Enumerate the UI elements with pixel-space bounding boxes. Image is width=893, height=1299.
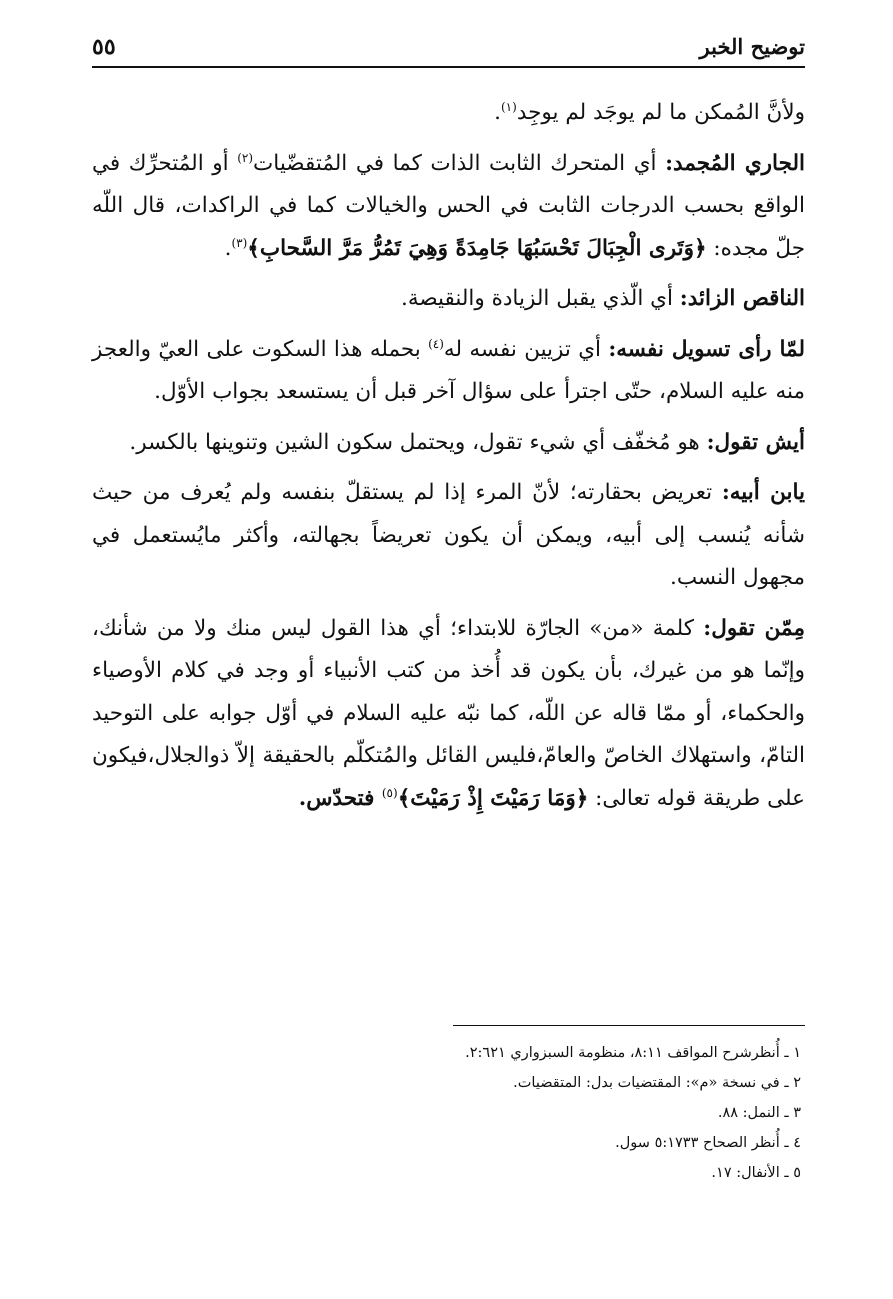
paragraph-4 bbox=[92, 329, 805, 414]
paragraph-text: بحمله هذا السكوت على العيّ والعجز منه عليه السلام، حتّى اجترأ على سؤال آخر قبل أن يستسعد بجواب الأوّل. bbox=[92, 336, 805, 404]
quran-quote: ﴿وَمَا رَمَيْتَ إِذْ رَمَيْتَ﴾ bbox=[397, 785, 589, 811]
footnote-ref: (١) bbox=[500, 99, 517, 114]
footnote-ref: (٣) bbox=[231, 235, 248, 250]
entry-term: يابن أبيه: bbox=[721, 480, 805, 505]
paragraph-7 bbox=[92, 608, 805, 821]
entry-term: مِمّن تقول: bbox=[703, 615, 805, 641]
paragraph-text: ولأنَّ المُمكن ما لم يوجَد لم يوجِد bbox=[516, 100, 805, 125]
paragraph-end: . bbox=[224, 235, 232, 261]
paragraph-text: هو مُخفّف أي شيء تقول، ويحتمل سكون الشين وتنوينها بالكسر. bbox=[129, 429, 707, 455]
paragraph-5 bbox=[92, 422, 805, 465]
header-divider bbox=[92, 66, 805, 68]
footnote-5: ٥ ـ الأنفال: ١٧. bbox=[711, 1165, 801, 1181]
paragraph-text: تعريض بحقارته؛ لأنّ المرء إذا لم يستقلّ بنفسه ولم يُعرف من حيث شأنه يُنسب إلى أبيه، ويمكن أن يكون تعريضاً بجهالته، وأكثر مايُستعمل في مجهول النسب. bbox=[92, 480, 805, 590]
quran-quote: ﴿وَتَرى الْجِبَالَ تَحْسَبُهَا جَامِدَةً وَهِيَ تَمُرُّ مَرَّ السَّحابِ﴾ bbox=[247, 235, 707, 261]
page-header bbox=[92, 30, 805, 66]
paragraph-1 bbox=[92, 92, 805, 135]
paragraph-text: أي المتحرك الثابت الذات كما في المُتقضّيات bbox=[253, 150, 666, 176]
paragraph-end: . bbox=[494, 100, 501, 125]
entry-term: أيش تقول: bbox=[706, 429, 805, 455]
paragraph-2 bbox=[92, 143, 805, 271]
page-number: ٥٥ bbox=[92, 34, 116, 60]
footnote-ref: (٥) bbox=[381, 785, 398, 800]
entry-term: لمّا رأى تسويل نفسه: bbox=[608, 336, 806, 362]
footnote-ref: (٢) bbox=[237, 150, 254, 165]
footnote-3: ٣ ـ النمل: ٨٨. bbox=[717, 1105, 801, 1121]
closing-word: فتحدّس. bbox=[298, 785, 382, 811]
main-text bbox=[92, 92, 805, 828]
footnote-1: ١ ـ أُنظرشرح المواقف ٨:١١، منظومة السبزواري ٢:٦٢١. bbox=[465, 1045, 801, 1061]
paragraph-3 bbox=[92, 278, 805, 321]
footnote-4: ٤ ـ أُنظر الصحاح ٥:١٧٣٣ سول. bbox=[615, 1135, 801, 1151]
paragraph-text: أي تزيين نفسه له bbox=[443, 336, 609, 362]
running-title: توضيح الخبر bbox=[699, 34, 805, 59]
footnote-divider bbox=[453, 1025, 805, 1026]
entry-term: الناقص الزائد: bbox=[679, 286, 805, 311]
footnote-2: ٢ ـ في نسخة «م»: المقتضيات بدل: المتقضيات. bbox=[513, 1075, 801, 1091]
paragraph-text: كلمة «من» الجارّة للابتداء؛ أي هذا القول ليس منك ولا من شأنك، وإنّما هو من غيرك، بأن يكون قد أُخذ من كتب الأنبياء أو وجد في كلام الأوصياء والحكماء، أو ممّا قاله عن اللّه، كما نبّه عليه السلام في أوّل جوابه على التوحيد التامّ، واستهلاك الخاصّ والعامّ،فليس القائل والمُتكلّم بالحقيقة إلاّ ذوالجلال،فيكون على طريقة قوله تعالى: bbox=[92, 615, 805, 811]
entry-term: الجاري المُجمد: bbox=[665, 150, 806, 176]
paragraph-text: أي الّذي يقبل الزيادة والنقيصة. bbox=[401, 286, 680, 311]
footnotes bbox=[150, 1038, 801, 1188]
paragraph-text: أو المُتحرِّك في الواقع بحسب الدرجات الثابت في الحس والخيالات كما في الراكدات، قال اللّه جلّ مجده: bbox=[92, 150, 805, 261]
paragraph-6 bbox=[92, 472, 805, 600]
footnote-ref: (٤) bbox=[428, 336, 444, 351]
